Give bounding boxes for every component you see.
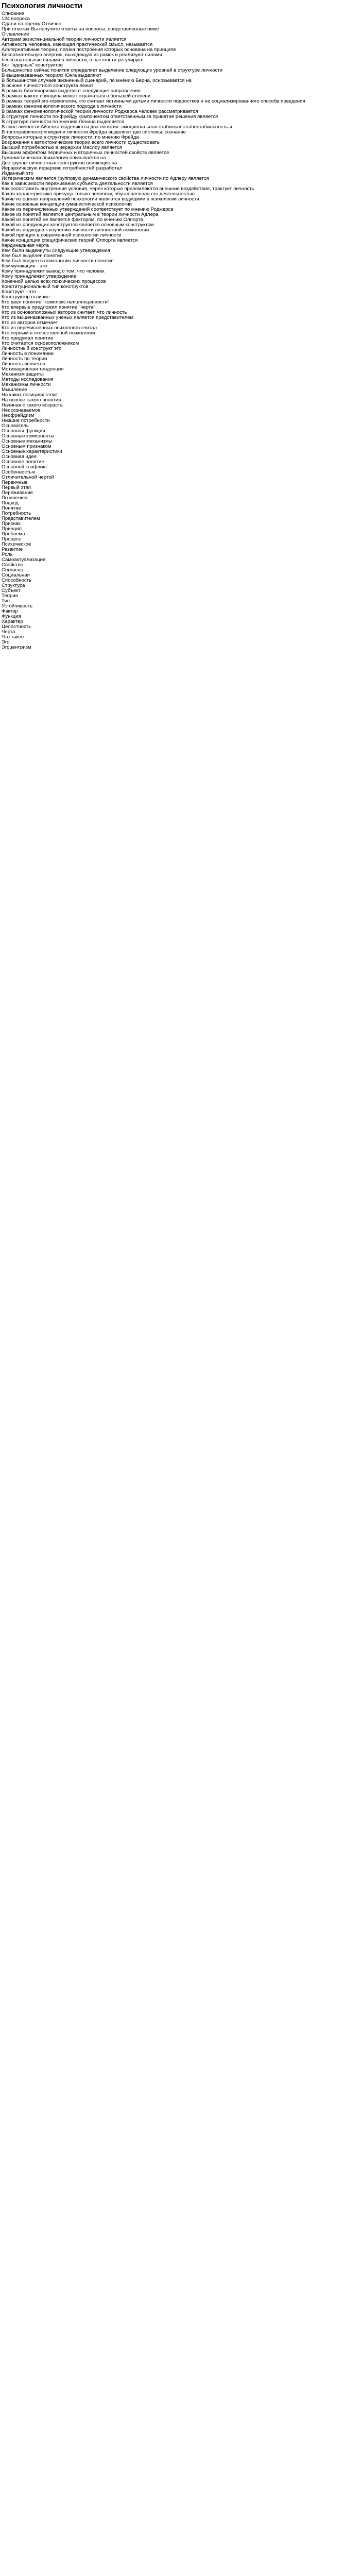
question-item: Особенностью [2,469,36,475]
description-label: Описание [2,11,25,16]
question-item: Кем был введен в психологию личности понятие [2,258,114,264]
question-item: Кто из основоположных авторов считает, что личность [2,310,127,315]
question-item: Как сопоставить внутренние условия, через которые преломляются внешние воздействия, трактует личность [2,186,254,192]
question-item: Кто первым в отечественной психологии [2,330,95,336]
question-item: Проблема [2,531,25,537]
question-item: Основные характеристики [2,449,62,454]
question-item: Неофрейдизм [2,413,35,418]
question-item: Какие из оценок направлений психологии являются ведущими в психологии личности [2,196,199,202]
question-item: В топографическом модели личности Фрейда выделяют две системы: сознание [2,129,186,135]
question-item: Кто считается основоположником [2,341,79,346]
question-item: Коммуникация - это [2,263,47,269]
question-item: Большинство сейчас понятия определяет выделение следующих уровней в структуре личности [2,67,223,73]
question-item: В вышеназванных теориях Юнга выделяют [2,73,101,78]
question-item: Конструкт - это [2,289,36,295]
question-item: Признак [2,521,21,527]
question-list [2,27,359,650]
question-item: В рамках теорий эго-психологии, кто считает истинными детьми личности подростков и не социализированного способа поведения [2,98,305,104]
question-item: Социальная [2,572,30,578]
question-item: Психическое [2,541,31,547]
question-item: Свойство [2,562,24,568]
page-title: Психология личности [2,2,82,10]
question-item: Основатель [2,423,29,429]
question-item: Кто придумал понятие [2,335,54,341]
question-item: Представителем [2,516,40,521]
question-item: Механизмы личности [2,382,51,387]
question-item: Изданный это [2,171,33,176]
question-item: Истерическим является групповую динамического свойства личности по Адлеру является [2,176,209,181]
question-item: Основные компоненты [2,433,55,439]
question-item: Мышление [2,387,27,393]
question-item: По мнению [2,495,27,501]
question-item: Роль [2,552,13,557]
question-item: В структуре личности по-фрейду компонентом ответственным за принятие решения является [2,114,218,120]
question-item: Функция [2,614,21,619]
question-item: Вопросы которые в структуре личности, по мнению Фрейда [2,134,139,140]
question-item: Механизм защиты [2,371,44,377]
question-item: Кардинальная черта [2,243,49,248]
question-item: Подход [2,500,19,506]
question-item: Неосознаваемое [2,408,41,413]
question-item: Субъект [2,588,21,594]
question-item: Первичные [2,480,28,485]
question-item: Какое из понятий является центральным в теории личности Адлера [2,212,159,217]
question-item: Начиная с какого возраста [2,402,63,408]
question-item: Тип [2,598,10,604]
question-item: Черта [2,629,15,635]
question-item: Основные механизмы [2,438,53,444]
question-item: Кому принадлежит вывод о том, что человек [2,268,105,274]
question-item: Кем был выделен понятие [2,253,63,259]
question-item: Мотивационная тенденция [2,366,64,372]
question-item: Кто из перечисленных психологов считал [2,325,97,331]
question-item: Возражения к автохтонические теории всего личности существовать [2,140,160,145]
question-item: В рамках феноменологической теории личности Роджерса человек рассматривается [2,109,198,114]
question-item: Кем были выдвинуты следующие утверждения [2,248,110,253]
question-item: В свое личности Айзенка выделяются два понятия: эмоциональная стабильность/нестабильность и [2,124,232,130]
question-item: Личность в понимании [2,351,54,357]
question-item: Какой из понятий не является фактором, по мнению Олпорта [2,217,143,223]
question-item: В основе личностного конструкта лежит [2,83,94,89]
question-item: При ответах Вы получите ответы на вопросы, представленные ниже [2,26,159,32]
question-item: В рамках бихевиоризма выделяют следующие направления [2,88,141,94]
question-item: Потребность [2,511,31,516]
question-item: Основная идея [2,454,37,460]
question-item: Эго [2,639,10,645]
question-item: Оглавление [2,31,29,37]
question-item: Основным признаком [2,444,51,449]
question-item: Отличительной чертой [2,474,54,480]
question-item: Развитие [2,547,23,552]
question-item: Эгоцентризм [2,645,31,650]
question-item: Бог "ядерных" конструктов [2,62,63,68]
question-item: Кто впервые предложил понятие "черта" [2,304,95,310]
question-item: Способность [2,578,32,583]
question-item: Целостность [2,624,31,630]
question-item: Авторам экзистенциальной теории личности является [2,37,127,42]
grade-label: Сдали на оценку Отлично [2,21,62,27]
question-item: Устойчивость [2,603,33,609]
question-item: Переживание [2,490,33,496]
question-item: Альтернативные теории, логика построения которых основана на принципе [2,47,176,53]
question-item: В рамках какого принципа может отражаться в большей степени [2,93,151,99]
question-item: Активность человека, имеющая практический смысл, называется [2,42,153,47]
question-item: Основной конфликт [2,464,47,470]
question-item: Понятие [2,505,21,511]
question-item: Конструктор отличие [2,294,50,300]
question-item: Какие основные концепции гуманистической психологии [2,201,132,207]
question-item: Иерархическую иерархию потребностей разработал [2,165,123,171]
question-item: Принцип [2,526,22,532]
question-item: Как в зависимости переживания субъекта деятельности является [2,181,153,187]
question-item: Низшие потребности [2,418,50,423]
question-item: Личность является [2,361,45,367]
question-item: Конечной целью всех психических процессов [2,279,106,284]
question-item: Согласно [2,567,23,573]
question-item: Кто из авторов отмечает [2,320,58,326]
question-item: На каких позициях стоит [2,392,58,398]
question-item: В структуре личности по мнению Ленина выделяется [2,119,125,125]
question-item: бессознательные силами в личности, в частности регулируют [2,57,144,63]
question-item: Две группы личностных конструктов влияющие на [2,160,117,166]
question-item: Характер [2,619,23,624]
question-item: Какой принцип в современной психологии личности [2,232,122,238]
question-item: Методы исследования [2,377,54,382]
question-item: Личность по теории [2,356,47,362]
question-item: Структура [2,583,25,588]
question-item: Какое из перечисленных утверждений соответствует по мнению Роджерса [2,207,174,212]
question-item: На основе какого понятия [2,397,61,403]
question-item: Личностный конструкт это [2,346,62,351]
question-item: Конституциональный тип конструктов [2,284,89,290]
question-item: Кто ввел понятие "комплекс неполноценности" [2,299,110,305]
question-item: Процесс [2,536,21,542]
question-item: Самоактуализация [2,557,46,563]
question-item: Бессознательную энергию, выходящую из рамок и реализуют силами [2,52,162,58]
question-item: Какой из следующих конструктов является основным конструктом [2,222,154,228]
question-item: Фактор [2,608,18,614]
question-item: Первый этап [2,485,31,490]
question-item: Какая характеристика присуща только человеку, обусловленная его деятельностью [2,191,195,197]
question-item: Теория [2,593,18,599]
question-item: В рамках феноменологического подхода к личности [2,104,122,109]
question-item: Основное понятие [2,459,44,465]
meta-block [2,11,359,27]
question-count: 124 вопроса [2,16,30,22]
question-item: Что такое [2,634,24,640]
question-item: Какие концепция специфических теорий Олпорта является [2,238,138,243]
question-item: Кому принадлежит утверждение [2,274,77,279]
question-item: Какой из подходов к изучению личности личностной психологии [2,227,149,233]
question-item: Высший потребностью в иерархии Маслоу является [2,145,122,150]
question-item: Гуманистическая психология описывается на [2,155,106,161]
question-item: Основная функция [2,428,45,434]
question-item: Кто из вышеназванных ученых является представителем [2,315,134,320]
question-item: Высшим эффектом первичных и вторичных личностей свойств является [2,150,169,156]
question-item: В большинстве случаев жизненный сценарий, по мнению Берна, основывается на [2,78,192,83]
